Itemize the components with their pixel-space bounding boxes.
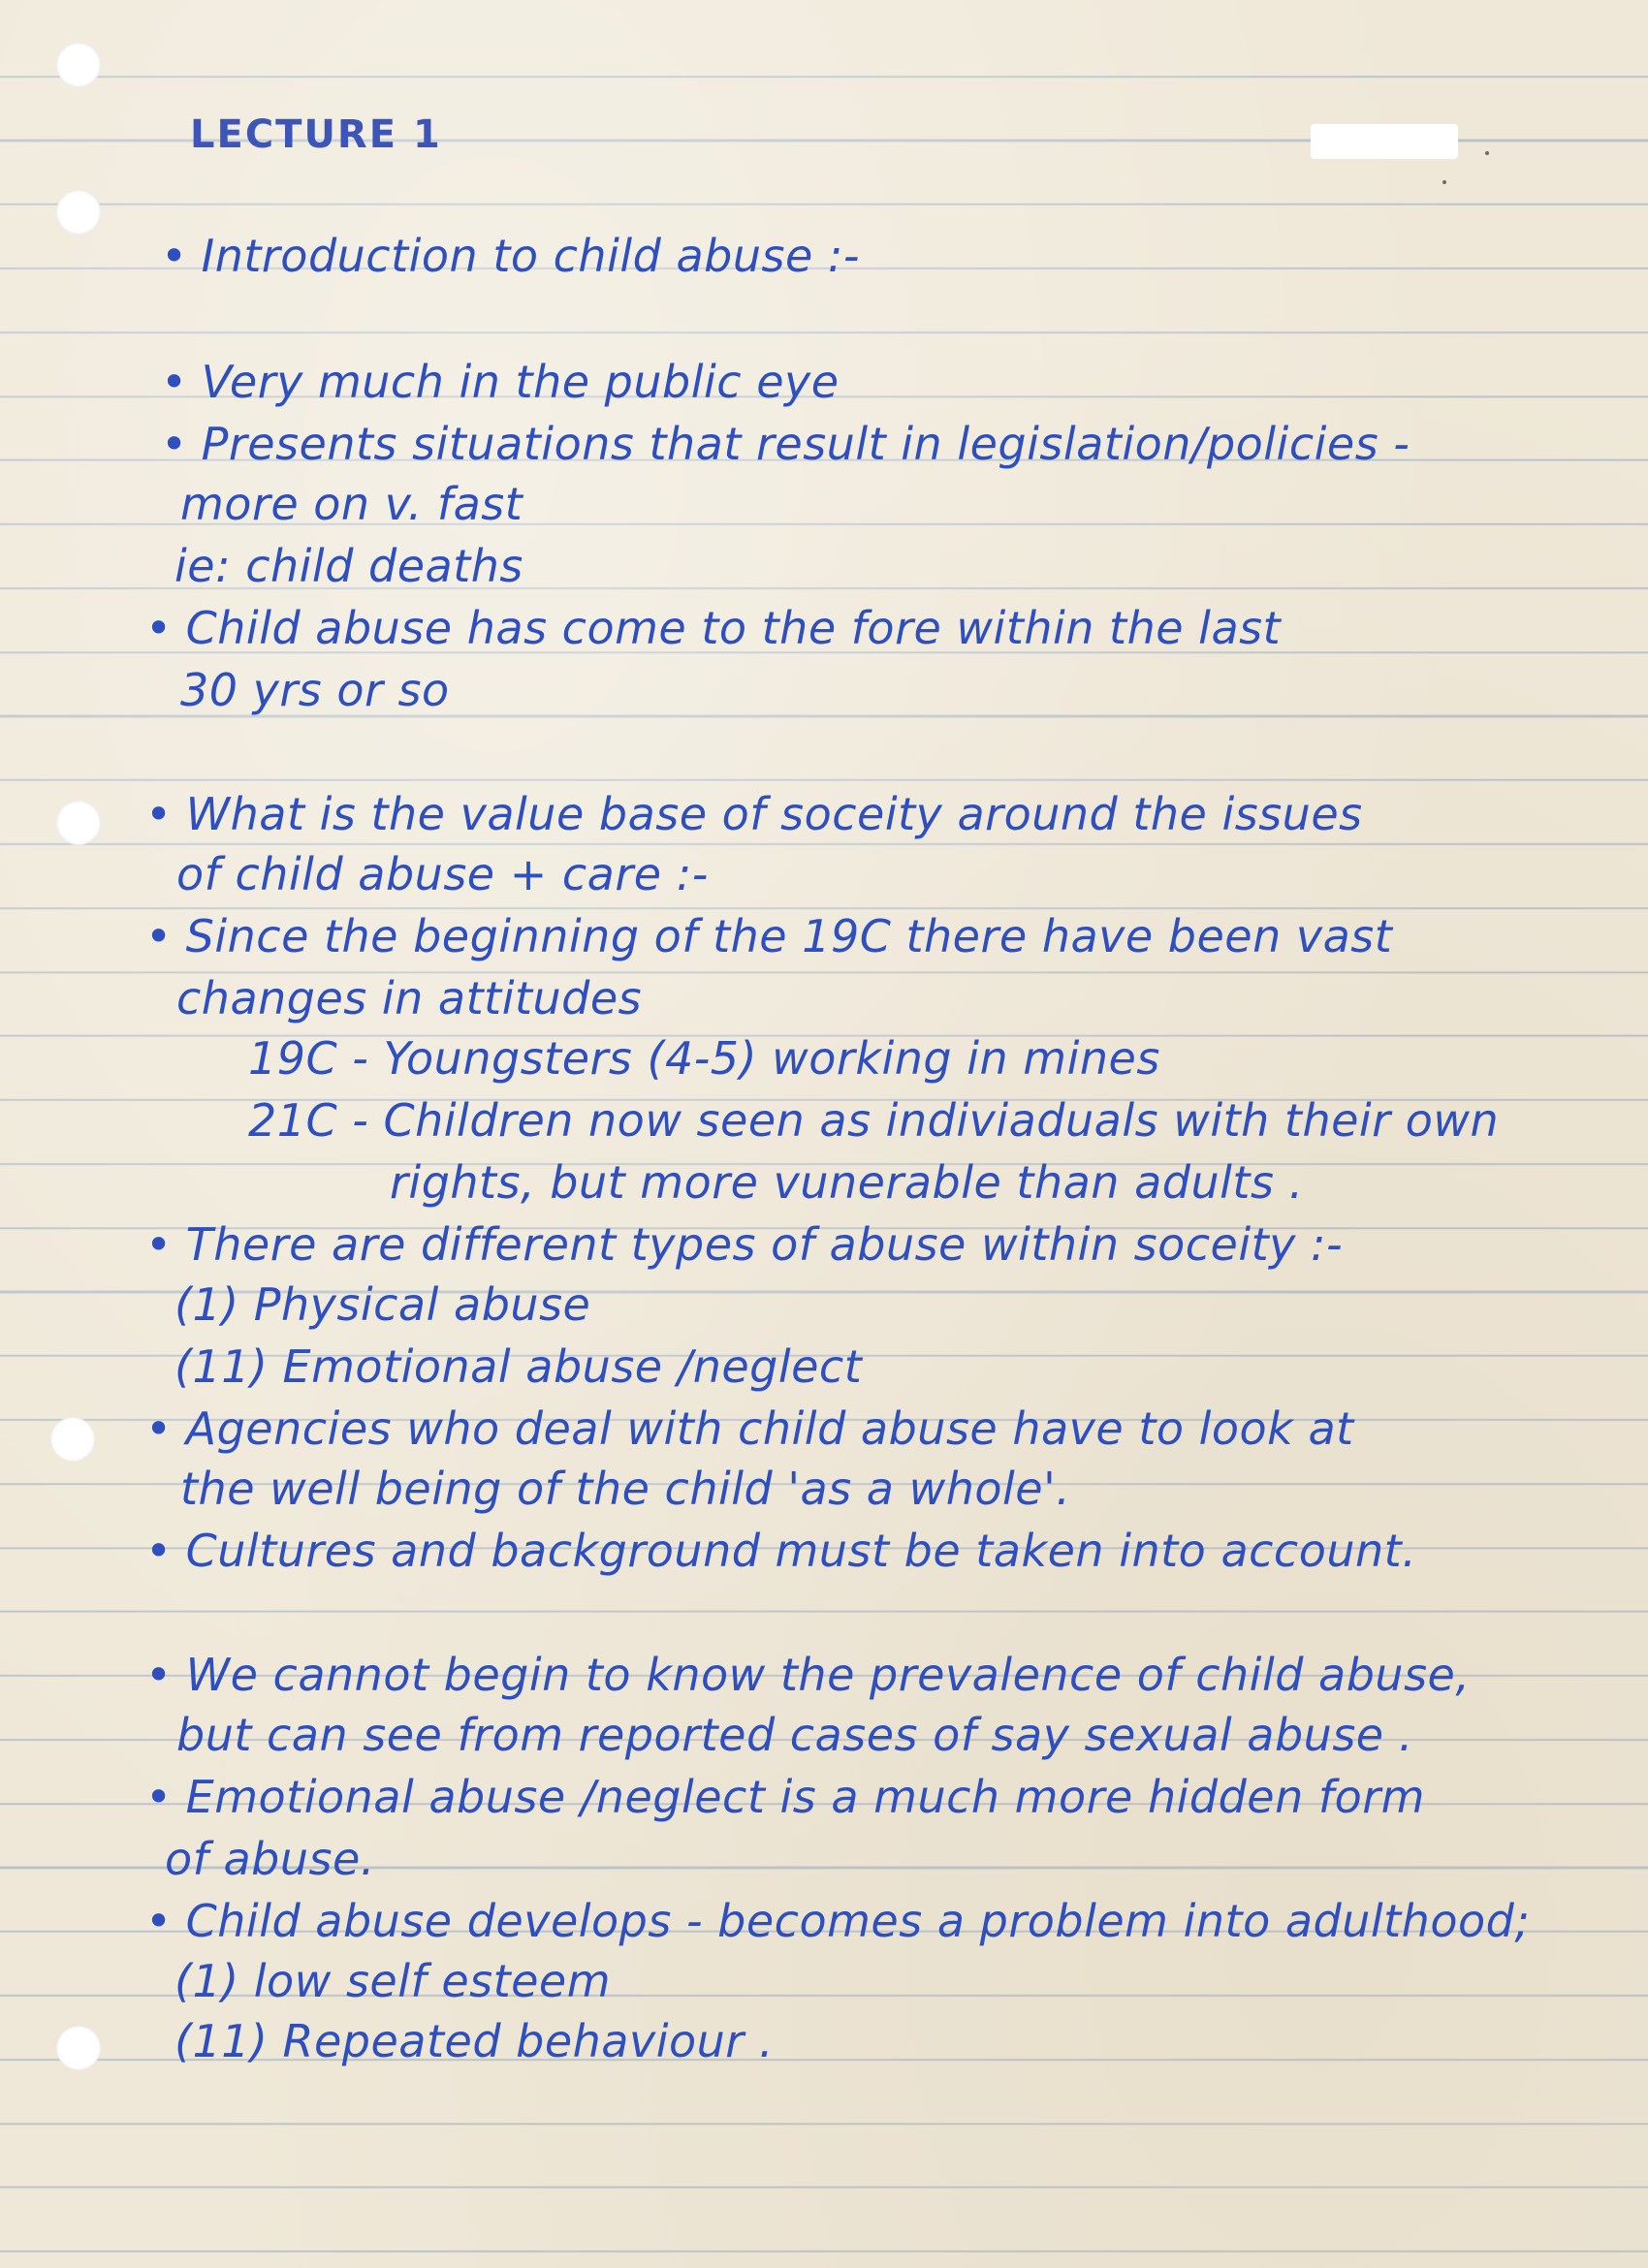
note-line-text: 21C - Children now seen as indiviaduals with their own <box>248 1094 1500 1147</box>
bullet-point: • <box>145 1218 173 1271</box>
note-line-text: What is the value base of soceity around the issues <box>185 788 1363 840</box>
bullet-point: • <box>145 910 173 962</box>
ink-speck <box>1442 180 1446 184</box>
note-line <box>248 1033 1160 1084</box>
note-line <box>180 479 523 529</box>
note-line <box>248 1095 1499 1146</box>
note-line-text: Since the beginning of the 19C there have been vast <box>185 910 1393 962</box>
note-line <box>174 1279 590 1330</box>
note-line <box>145 1896 1530 1946</box>
note-line-text: Agencies who deal with child abuse have to look at <box>185 1402 1354 1455</box>
note-line <box>145 911 1392 961</box>
note-line-text: but can see from reported cases of say sexual abuse . <box>176 1709 1413 1761</box>
note-line-text: more on v. fast <box>180 478 523 530</box>
punch-hole-bottom <box>56 2026 101 2070</box>
note-line <box>161 231 860 281</box>
note-line-text: We cannot begin to know the prevalence of child abuse, <box>185 1649 1471 1701</box>
note-line <box>145 1772 1425 1822</box>
redacted-name-box <box>1311 124 1458 159</box>
note-line-text: 30 yrs or so <box>180 664 450 716</box>
note-line-text: of abuse. <box>165 1833 375 1885</box>
note-line <box>161 357 840 407</box>
note-line <box>174 541 523 591</box>
note-line-text: Cultures and background must be taken into account. <box>185 1525 1417 1577</box>
note-line-text: (11) Emotional abuse /neglect <box>174 1340 863 1393</box>
note-line <box>176 849 709 899</box>
note-line <box>174 1956 611 2006</box>
note-line <box>174 2016 774 2066</box>
note-line-text: ie: child deaths <box>174 540 523 592</box>
note-line-text: (1) Physical abuse <box>174 1278 591 1331</box>
note-line-text: of child abuse + care :- <box>176 848 709 900</box>
note-line <box>145 1650 1470 1700</box>
note-line-text: rights, but more vunerable than adults . <box>390 1156 1304 1209</box>
note-line-text: 19C - Youngsters (4-5) working in mines <box>248 1032 1160 1085</box>
note-line-text: Introduction to child abuse :- <box>201 230 860 282</box>
note-line-text: Emotional abuse /neglect is a much more hidden form <box>185 1771 1425 1823</box>
note-line-text: changes in attitudes <box>176 972 643 1024</box>
note-line-text: the well being of the child 'as a whole'. <box>180 1463 1071 1515</box>
bullet-point: • <box>145 1649 173 1701</box>
bullet-point: • <box>145 1771 173 1823</box>
note-line-text: Very much in the public eye <box>201 356 840 408</box>
punch-hole-middle <box>56 801 101 845</box>
ink-speck <box>1485 151 1489 155</box>
note-line-text: Child abuse has come to the fore within the last <box>185 602 1282 654</box>
note-line <box>165 1834 375 1884</box>
bullet-point: • <box>161 418 188 470</box>
note-line <box>145 603 1281 653</box>
punch-hole-upper <box>56 190 101 235</box>
note-line-text: (11) Repeated behaviour . <box>174 2015 774 2067</box>
bullet-point: • <box>145 1895 173 1947</box>
note-line <box>145 1403 1354 1454</box>
note-line <box>145 1526 1416 1576</box>
note-line <box>174 1341 862 1392</box>
page-title: LECTURE 1 <box>190 112 442 157</box>
bullet-point: • <box>161 230 188 282</box>
bullet-point: • <box>145 1525 173 1577</box>
punch-hole-top <box>56 43 101 87</box>
note-line <box>390 1157 1304 1208</box>
note-line-text: (1) low self esteem <box>174 1955 612 2007</box>
note-line <box>161 419 1410 469</box>
note-line-text: Presents situations that result in legislation/policies - <box>201 418 1410 470</box>
note-line-text: There are different types of abuse within soceity :- <box>185 1218 1344 1271</box>
bullet-point: • <box>145 602 173 654</box>
bullet-point: • <box>145 788 173 840</box>
punch-hole-lower <box>50 1417 95 1462</box>
bullet-point: • <box>145 1402 173 1455</box>
note-line <box>145 1219 1343 1270</box>
bullet-point: • <box>161 356 188 408</box>
note-line <box>180 1464 1070 1514</box>
note-line-text: Child abuse develops - becomes a problem into adulthood; <box>185 1895 1531 1947</box>
note-line <box>180 665 450 715</box>
note-line <box>145 789 1363 839</box>
note-line <box>176 973 642 1024</box>
note-line <box>176 1710 1413 1760</box>
